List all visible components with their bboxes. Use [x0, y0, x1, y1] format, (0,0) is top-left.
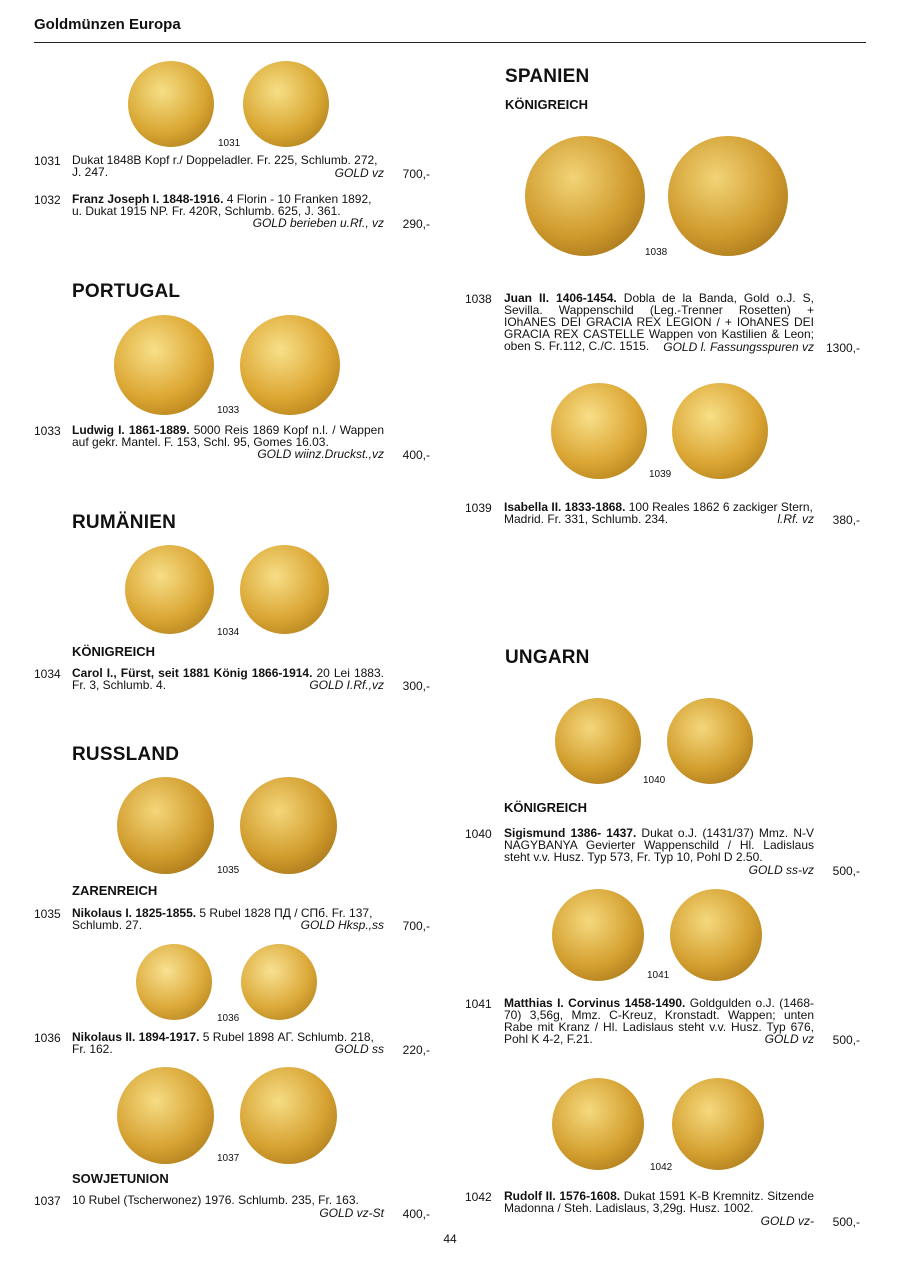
coin-1040-obverse	[555, 698, 641, 784]
lot-price: 380,-	[832, 513, 860, 527]
lot-grade: GOLD wiinz.Druckst.,vz	[257, 447, 384, 461]
coin-1036-obverse	[136, 944, 212, 1020]
lot-text: 10 Rubel (Tscherwonez) 1976. Schlumb. 235, Fr. 163.	[72, 1193, 359, 1207]
lot-grade: GOLD l. Fassungsspuren vz	[663, 340, 814, 354]
lot-price: 500,-	[832, 864, 860, 878]
coin-1033-reverse	[240, 315, 340, 415]
lot-number: 1039	[465, 501, 492, 515]
lot-price: 500,-	[832, 1033, 860, 1047]
header-rule	[34, 42, 866, 43]
coin-1031-obverse	[128, 61, 214, 147]
lot-description	[504, 827, 814, 863]
lot-price: 700,-	[402, 167, 430, 181]
lot-number: 1041	[465, 997, 492, 1011]
lot-number: 1042	[465, 1190, 492, 1204]
coin-1034-obverse	[125, 545, 214, 634]
coin-label-1041: 1041	[647, 970, 670, 981]
lot-price: 220,-	[402, 1043, 430, 1057]
page-number: 44	[443, 1232, 457, 1246]
lot-text: 4 Florin - 10 Franken 1892, u. Dukat 1915 NP. Fr. 420R, Schlumb. 625, J. 361.	[72, 192, 372, 218]
coin-label-1036: 1036	[217, 1013, 240, 1024]
lot-grade: l.Rf. vz	[777, 512, 814, 526]
coin-1042-reverse	[672, 1078, 764, 1170]
coin-1037-obverse	[117, 1067, 214, 1164]
lot-number: 1035	[34, 907, 61, 921]
lot-title: Carol I., Fürst, seit 1881 König 1866-1914.	[72, 666, 313, 680]
lot-text: Dobla de la Banda, Gold o.J. S, Sevilla. Wappenschild (Leg.-Trenner Rosetten) + IOhANES DEI GRACIA REX LEGION / + IOhANES DEI GRACIA REX CASTELLE Wappen von Kastilien & Leon; oben S. Fr.112, C./C. 1515.	[504, 291, 814, 353]
section-heading-ungarn: UNGARN	[505, 647, 590, 668]
page-header: Goldmünzen Europa	[34, 16, 181, 33]
lot-description	[72, 193, 384, 217]
lot-grade: GOLD vz	[334, 166, 384, 180]
coin-1038-obverse	[525, 136, 645, 256]
subsection-heading: KÖNIGREICH	[505, 97, 589, 112]
lot-grade: GOLD berieben u.Rf., vz	[252, 216, 384, 230]
lot-number: 1033	[34, 424, 61, 438]
lot-number: 1034	[34, 667, 61, 681]
coin-label-1037: 1037	[217, 1153, 240, 1164]
coin-label-1031: 1031	[218, 138, 241, 149]
coin-1031-reverse	[243, 61, 329, 147]
lot-text: 5 Rubel 1828 ПД / СПб. Fr. 137, Schlumb. 27.	[72, 906, 373, 932]
lot-text: Dukat 1848B Kopf r./ Doppeladler. Fr. 225, Schlumb. 272, J. 247.	[72, 153, 378, 179]
coin-label-1038: 1038	[645, 247, 668, 258]
coin-1037-reverse	[240, 1067, 337, 1164]
subsection-heading: ZARENREICH	[72, 883, 158, 898]
lot-grade: GOLD ss-vz	[748, 863, 814, 877]
coin-label-1040: 1040	[643, 775, 666, 786]
lot-text: Goldgulden o.J. (1468-70) 3,56g, Mmz. C-Kreuz, Kronstadt. Wappen; unten Rabe mit Kranz / Hl. Ladislaus steht v.v. Husz. Typ 676, Pohl K 4-2, F.21.	[504, 996, 814, 1046]
lot-price: 500,-	[832, 1215, 860, 1229]
lot-title: Sigismund 1386- 1437.	[504, 826, 637, 840]
lot-grade: GOLD vz	[764, 1032, 814, 1046]
lot-grade: GOLD vz-	[760, 1214, 814, 1228]
lot-price: 700,-	[402, 919, 430, 933]
lot-title: Matthias I. Corvinus 1458-1490.	[504, 996, 686, 1010]
section-heading-portugal: PORTUGAL	[72, 281, 181, 302]
coin-1042-obverse	[552, 1078, 644, 1170]
subsection-heading: KÖNIGREICH	[72, 644, 156, 659]
lot-number: 1037	[34, 1194, 61, 1208]
lot-title: Isabella II. 1833-1868.	[504, 500, 626, 514]
lot-title: Nikolaus I. 1825-1855.	[72, 906, 197, 920]
coin-1035-obverse	[117, 777, 214, 874]
lot-grade: GOLD vz-St	[319, 1206, 384, 1220]
coin-label-1042: 1042	[650, 1162, 673, 1173]
coin-label-1035: 1035	[217, 865, 240, 876]
lot-price: 1300,-	[825, 341, 860, 355]
coin-label-1039: 1039	[649, 469, 672, 480]
lot-grade: GOLD I.Rf.,vz	[309, 678, 384, 692]
lot-description	[72, 1194, 384, 1206]
coin-1040-reverse	[667, 698, 753, 784]
coin-1033-obverse	[114, 315, 214, 415]
section-heading-rumaenien: RUMÄNIEN	[72, 512, 176, 533]
coin-1034-reverse	[240, 545, 329, 634]
lot-title: Franz Joseph I. 1848-1916.	[72, 192, 224, 206]
lot-number: 1036	[34, 1031, 61, 1045]
lot-title: Juan II. 1406-1454.	[504, 291, 617, 305]
coin-1039-obverse	[551, 383, 647, 479]
lot-description	[504, 1190, 814, 1214]
lot-title: Nikolaus II. 1894-1917.	[72, 1030, 200, 1044]
subsection-heading: KÖNIGREICH	[504, 800, 588, 815]
lot-price: 290,-	[402, 217, 430, 231]
lot-grade: GOLD ss	[334, 1042, 384, 1056]
lot-text: 100 Reales 1862 6 zackiger Stern, Madrid. Fr. 331, Schlumb. 234.	[504, 500, 813, 526]
section-heading-russland: RUSSLAND	[72, 744, 180, 765]
lot-text: 5000 Reis 1869 Kopf n.l. / Wappen auf gekr. Mantel. F. 153, Schl. 95, Gomes 16.03.	[72, 423, 385, 449]
coin-1036-reverse	[241, 944, 317, 1020]
lot-number: 1031	[34, 154, 61, 168]
coin-1035-reverse	[240, 777, 337, 874]
lot-title: Ludwig I. 1861-1889.	[72, 423, 190, 437]
lot-price: 300,-	[402, 679, 430, 693]
lot-text: Dukat o.J. (1431/37) Mmz. N-V NAGYBANYA Gevierter Wappenschild / Hl. Ladislaus steht v.v. Husz. Typ 573, Fr. Typ 10, Pohl D 2.50.	[504, 826, 814, 864]
coin-label-1033: 1033	[217, 405, 240, 416]
lot-number: 1040	[465, 827, 492, 841]
lot-description	[72, 424, 384, 448]
lot-price: 400,-	[402, 448, 430, 462]
coin-1041-obverse	[552, 889, 644, 981]
coin-label-1034: 1034	[217, 627, 240, 638]
lot-text: 5 Rubel 1898 АГ. Schlumb. 218, Fr. 162.	[72, 1030, 374, 1056]
lot-title: Rudolf II. 1576-1608.	[504, 1189, 621, 1203]
lot-number: 1038	[465, 292, 492, 306]
coin-1038-reverse	[668, 136, 788, 256]
lot-grade: GOLD Hksp.,ss	[300, 918, 384, 932]
section-heading-spanien: SPANIEN	[505, 66, 590, 87]
subsection-heading: SOWJETUNION	[72, 1171, 169, 1186]
coin-1041-reverse	[670, 889, 762, 981]
lot-text: Dukat 1591 K-B Kremnitz. Sitzende Madonna / Steh. Ladislaus, 3,29g. Husz. 1002.	[504, 1189, 814, 1215]
coin-1039-reverse	[672, 383, 768, 479]
lot-number: 1032	[34, 193, 61, 207]
lot-price: 400,-	[402, 1207, 430, 1221]
lot-text: 20 Lei 1883. Fr. 3, Schlumb. 4.	[72, 666, 384, 692]
